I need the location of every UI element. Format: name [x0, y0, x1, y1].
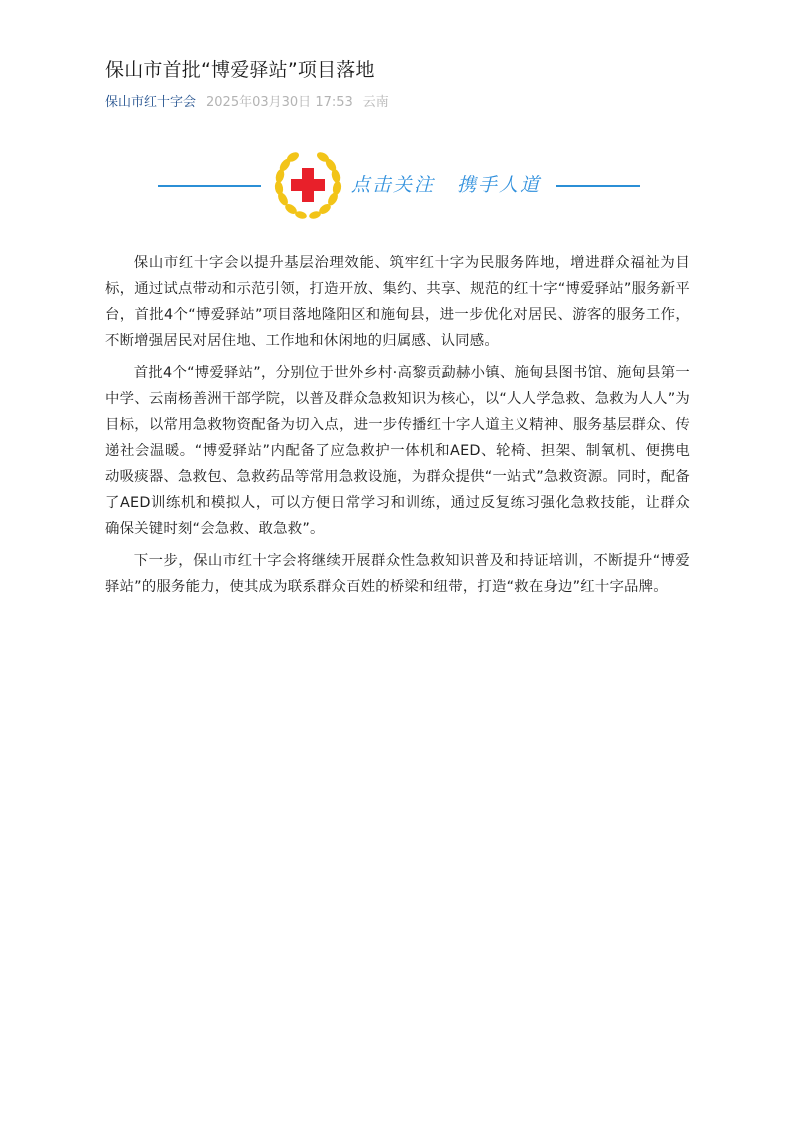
slogan-humanity: 携手人道: [457, 174, 542, 196]
slogan-follow: 点击关注: [351, 174, 436, 196]
banner-slogan: [351, 171, 541, 199]
paragraph-2: 首批4个“博爱驿站”，分别位于世外乡村·高黎贡勐赫小镇、施甸县图书馆、施甸县第一中学、云南杨善洲干部学院，以普及群众急救知识为核心，以“人人学急救、急救为人人”为目标，以常用急救物资配备为切入点，进一步传播红十字人道主义精神、服务基层群众、传递社会温暖。“博爱驿站”内配备了应急救护一体机和AED、轮椅、担架、制氧机、便携电动吸痰器、急救包、急救药品等常用急救设施，为群众提供“一站式”急救资源。同时，配备了AED训练机和模拟人，可以方便日常学习和训练，通过反复练习强化急救技能，让群众确保关键时刻“会急救、敢急救”。: [105, 365, 690, 537]
paragraph-3: 下一步，保山市红十字会将继续开展群众性急救知识普及和持证培训，不断提升“博爱驿站”的服务能力，使其成为联系群众百姓的桥梁和纽带，打造“救在身边”红十字品牌。: [105, 553, 690, 595]
article-title: 保山市首批“博爱驿站”项目落地: [105, 59, 375, 81]
follow-banner[interactable]: [158, 147, 640, 223]
banner-divider-right: [556, 185, 640, 187]
red-cross-emblem-icon: [270, 147, 346, 223]
banner-divider-left: [158, 185, 261, 187]
article-meta: [105, 94, 690, 112]
source-link[interactable]: 保山市红十字会: [105, 95, 197, 110]
article-header: [105, 56, 690, 112]
publish-datetime: 2025年03月30日 17:53: [206, 95, 353, 110]
article-body: [105, 250, 690, 606]
region-label: 云南: [362, 95, 389, 110]
paragraph-1: 保山市红十字会以提升基层治理效能、筑牢红十字为民服务阵地，增进群众福祉为目标，通过试点带动和示范引领，打造开放、集约、共享、规范的红十字“博爱驿站”服务新平台，首批4个“博爱驿站”项目落地隆阳区和施甸县，进一步优化对居民、游客的服务工作，不断增强居民对居住地、工作地和休闲地的归属感、认同感。: [105, 255, 690, 349]
